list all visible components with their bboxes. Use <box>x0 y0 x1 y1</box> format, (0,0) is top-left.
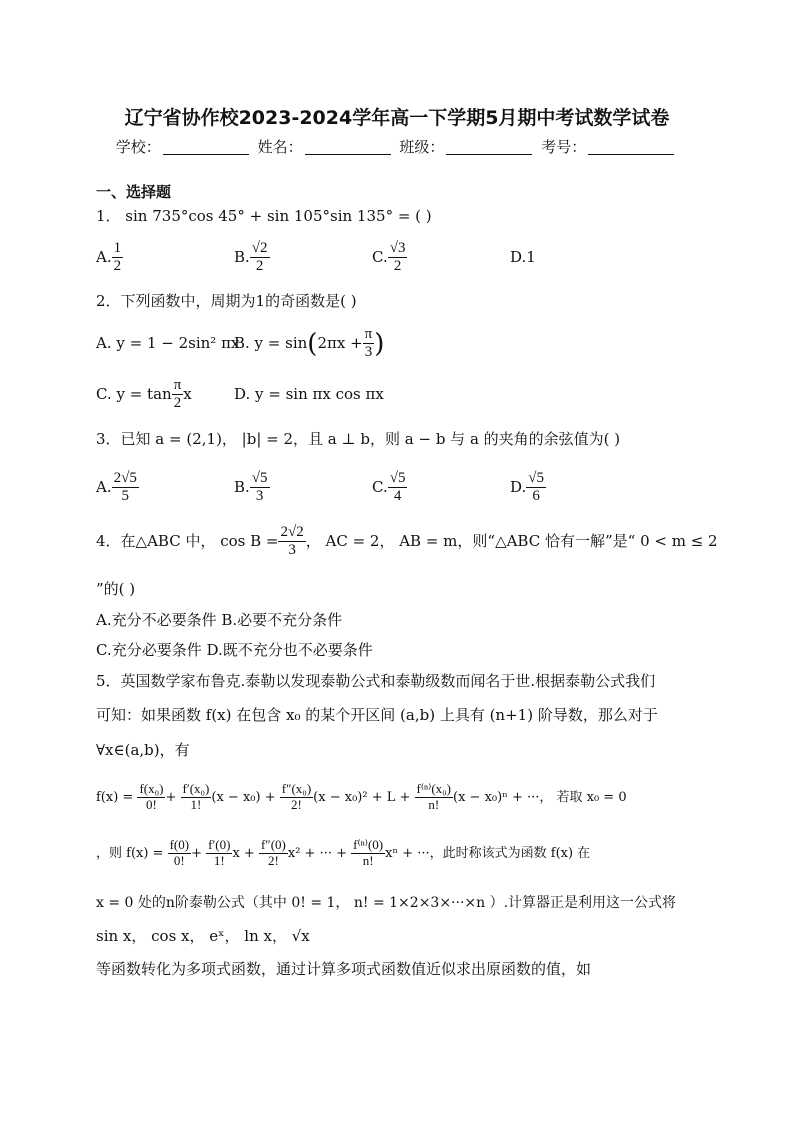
q3-stem: 3．已知 a = (2,1)， |b| = 2，且 a ⊥ b，则 a − b 与 a 的夹角的余弦值为( ) <box>96 430 621 448</box>
number-label: 考号： <box>541 138 587 156</box>
q1-options <box>96 240 536 276</box>
q3-options <box>96 470 546 506</box>
q2-options-cd <box>96 377 384 413</box>
q3-option-c[interactable]: C. $\frac{√5}{4}$ <box>372 470 406 505</box>
q4-stem: 4．在△ABC 中， cos B = $\frac{2√2}{3}$ ， AC = 2， AB = m，则“△ABC 恰有一解”是“ 0 < m ≤ 2 <box>96 524 718 559</box>
student-info-row <box>0 136 794 157</box>
q2-option-a[interactable]: A. y = 1 − 2sin² πx <box>96 333 240 352</box>
q2-options-ab <box>96 326 384 362</box>
school-label: 学校： <box>115 138 161 156</box>
class-label: 班级： <box>399 138 445 156</box>
name-label: 姓名： <box>257 138 303 156</box>
q1-stem: 1． sin 735°cos 45° + sin 105°sin 135° = ( ) <box>96 207 432 225</box>
q5-taylor-zero: ，则 f(x) = $\frac{f(0)}{0!}$ + $\frac{f'(0)}{1!}$ x + $\frac{f''(0)}{2!}$ x² + ··· + $\frac{\text{f⁽ⁿ⁾(0)}}{n!}$ xⁿ + ···，此时称该式为函数 f(x) 在 <box>96 837 591 868</box>
q3-option-a[interactable]: A. $\frac{2√5}{5}$ <box>96 470 137 505</box>
exam-title: 辽宁省协作校2023-2024学年高一下学期5月期中考试数学试卷 <box>124 107 670 129</box>
q1-option-c[interactable]: C. $\frac{√3}{2}$ <box>372 240 406 275</box>
q5-line-2: 可知：如果函数 f(x) 在包含 x₀ 的某个开区间 (a,b) 上具有 (n+1) 阶导数，那么对于 <box>96 706 658 724</box>
q5-line-6: x = 0 处的n阶泰勒公式（其中 0! = 1， n! = 1×2×3×···×n ）.计算器正是利用这一公式将 <box>96 895 677 911</box>
q2-option-c[interactable]: C. y = tan $\frac{\pi}{2}$ x <box>96 377 192 412</box>
class-blank[interactable] <box>446 139 532 155</box>
q4-options-cd[interactable]: C.充分必要条件 D.既不充分也不必要条件 <box>96 641 373 659</box>
q5-line-7: sin x， cos x， eˣ， ln x， √x <box>96 927 310 945</box>
q2-stem: 2．下列函数中，周期为1的奇函数是( ) <box>96 292 357 310</box>
q5-line-8: 等函数转化为多项式函数，通过计算多项式函数值近似求出原函数的值，如 <box>96 960 592 978</box>
q2-option-b[interactable]: B. y = sin(2πx + $\frac{\pi}{3}$ ) <box>234 326 385 361</box>
school-blank[interactable] <box>163 139 249 155</box>
q4-stem-end: ”的( ) <box>96 580 136 598</box>
q3-option-d[interactable]: D. $\frac{√5}{6}$ <box>510 470 544 505</box>
name-blank[interactable] <box>305 139 391 155</box>
q4-options-ab[interactable]: A.充分不必要条件 B.必要不充分条件 <box>96 611 343 629</box>
q5-taylor-general: f(x) = $\frac{\text{f(x₀)}}{0!}$ + $\frac{\text{f′(x₀)}}{1!}$ (x − x₀) + $\frac{\text{f″(x₀)}}{2!}$ (x − x₀)² + L + $\frac{\text{f⁽ⁿ⁾(x₀)}}{n!}$ (x − x₀)ⁿ + ···， 若取 x₀ = 0 <box>96 781 627 812</box>
q5-line-3: ∀x∈(a,b)，有 <box>96 741 190 759</box>
q1-option-a[interactable]: A. $\frac{1}{2}$ <box>96 240 122 275</box>
q1-option-d[interactable]: D.1 <box>510 247 536 266</box>
q2-option-d[interactable]: D. y = sin πx cos πx <box>234 384 384 403</box>
q5-line-1: 5．英国数学家布鲁克.泰勒以发现泰勒公式和泰勒级数而闻名于世.根据泰勒公式我们 <box>96 672 656 690</box>
q1-option-b[interactable]: B. $\frac{√2}{2}$ <box>234 240 268 275</box>
number-blank[interactable] <box>588 139 674 155</box>
section-heading: 一、选择题 <box>96 183 172 201</box>
q3-option-b[interactable]: B. $\frac{√5}{3}$ <box>234 470 268 505</box>
